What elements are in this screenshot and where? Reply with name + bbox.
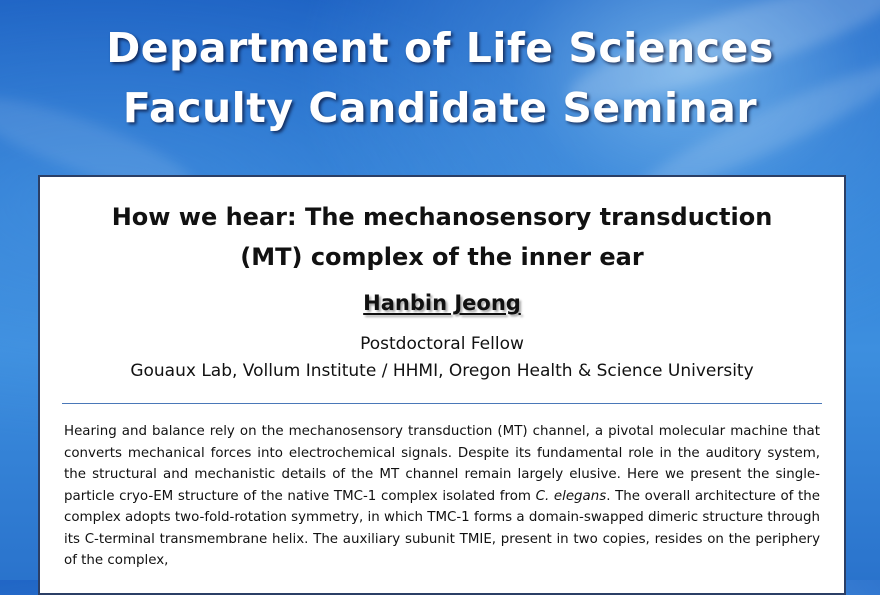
section-divider bbox=[62, 403, 822, 404]
speaker-position: Postdoctoral Fellow bbox=[360, 334, 524, 354]
department-title: Department of Life Sciences bbox=[106, 24, 774, 72]
seminar-type-title: Faculty Candidate Seminar bbox=[122, 84, 758, 132]
talk-title bbox=[40, 197, 844, 277]
abstract-organism: C. elegans bbox=[535, 488, 607, 504]
speaker-affiliation: Gouaux Lab, Vollum Institute / HHMI, Oregon Health & Science University bbox=[130, 361, 754, 381]
talk-title-line-1: How we hear: The mechanosensory transduction bbox=[111, 203, 773, 231]
abstract-text bbox=[64, 421, 820, 572]
abstract-part-2: . The overall architecture of the complex adopts two-fold-rotation symmetry, in which TMC-1 forms a domain-swapped dimeric structure through its C-terminal transmembrane helix. The auxiliary subunit TMIE, present in two copies, resides on the periphery of the complex, bbox=[64, 488, 821, 568]
abstract-part-1: Hearing and balance rely on the mechanosensory transduction (MT) channel, a pivotal molecular machine that converts mechanical forces into electrochemical signals. Despite its fundamental role in the auditory system, the structural and mechanistic details of the MT channel remain largely elusive. Here we present the single-particle cryo-EM structure of the native TMC-1 complex isolated from bbox=[64, 424, 820, 504]
seminar-info-panel bbox=[38, 175, 846, 595]
seminar-header bbox=[0, 18, 880, 138]
talk-title-line-2: (MT) complex of the inner ear bbox=[240, 243, 644, 271]
speaker-name: Hanbin Jeong bbox=[363, 291, 521, 315]
